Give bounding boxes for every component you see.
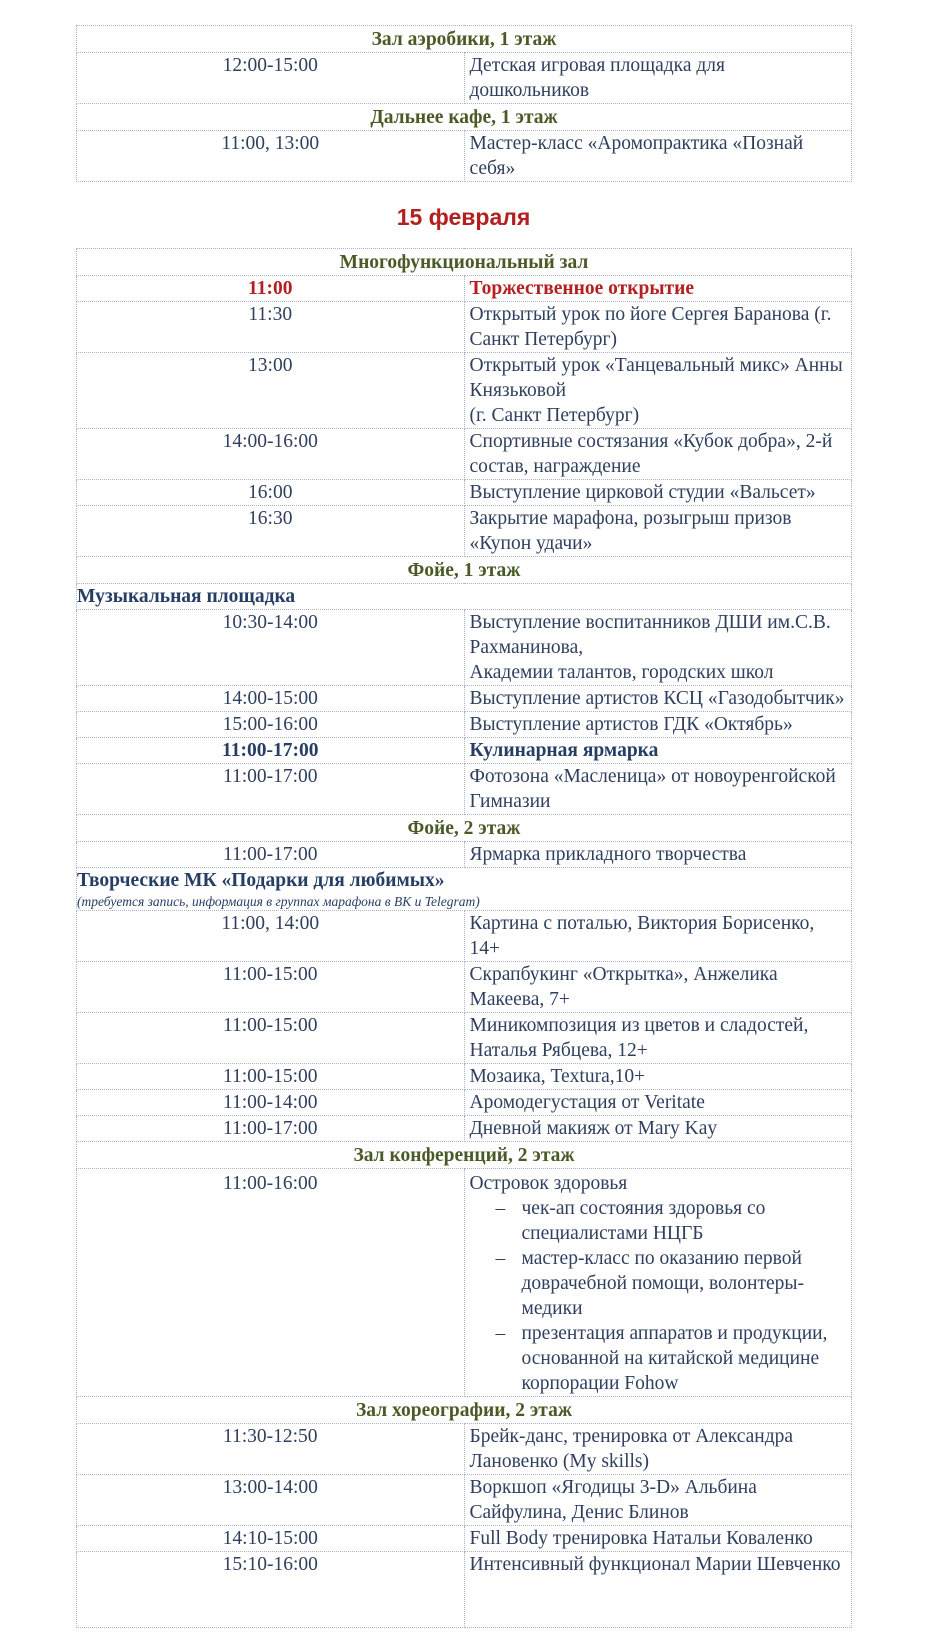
section-title: Зал конференций, 2 этаж <box>77 1142 852 1169</box>
table-row <box>77 1064 852 1090</box>
event-text: Ярмарка прикладного творчества <box>464 842 852 868</box>
subsection-row <box>77 868 852 911</box>
section-header-row <box>77 557 852 584</box>
event-text: Мозаика, Textura,10+ <box>464 1064 852 1090</box>
event-text-cell <box>464 1169 852 1397</box>
event-time: 13:00-14:00 <box>77 1475 465 1526</box>
section-title: Многофункциональный зал <box>77 249 852 276</box>
section-header-row <box>77 104 852 131</box>
event-text: Выступление артистов ГДК «Октябрь» <box>464 712 852 738</box>
table-row <box>77 686 852 712</box>
table-row <box>77 911 852 962</box>
event-text: Спортивные состязания «Кубок добра», 2-й состав, награждение <box>464 429 852 480</box>
table-row <box>77 712 852 738</box>
section-header-row <box>77 1397 852 1424</box>
event-time: 16:00 <box>77 480 465 506</box>
event-text: Торжественное открытие <box>464 276 852 302</box>
event-time: 15:00-16:00 <box>77 712 465 738</box>
event-text: Аромодегустация от Veritate <box>464 1090 852 1116</box>
event-time: 11:00-15:00 <box>77 1013 465 1064</box>
list-item: – презентация аппаратов и продукции, основанной на китайской медицине корпорации Fohow <box>496 1321 848 1396</box>
event-time: 11:00-16:00 <box>77 1169 465 1397</box>
table-row <box>77 302 852 353</box>
section-header-row <box>77 815 852 842</box>
event-time: 15:10-16:00 <box>77 1552 465 1628</box>
table-row <box>77 610 852 686</box>
event-text: Выступление цирковой студии «Вальсет» <box>464 480 852 506</box>
event-time: 16:30 <box>77 506 465 557</box>
table-row <box>77 1013 852 1064</box>
subsection-title: Музыкальная площадка <box>77 584 852 610</box>
event-text: Скрапбукинг «Открытка», Анжелика Макеева, 7+ <box>464 962 852 1013</box>
table-row <box>77 131 852 182</box>
list-item: – мастер-класс по оказанию первой доврачебной помощи, волонтеры-медики <box>496 1246 848 1321</box>
table-row <box>77 1526 852 1552</box>
event-text: Дневной макияж от Mary Kay <box>464 1116 852 1142</box>
event-text: Островок здоровья <box>469 1173 628 1194</box>
section-header-row <box>77 26 852 53</box>
section-title: Зал хореографии, 2 этаж <box>77 1397 852 1424</box>
table-row <box>77 276 852 302</box>
event-text: Интенсивный функционал Марии Шевченко <box>464 1552 852 1628</box>
event-text-cell <box>464 610 852 686</box>
event-time: 14:10-15:00 <box>77 1526 465 1552</box>
schedule-table-prev-day <box>76 25 852 182</box>
date-heading: 15 февраля <box>396 204 531 230</box>
event-time: 11:00-17:00 <box>77 764 465 815</box>
event-time: 11:00-14:00 <box>77 1090 465 1116</box>
event-time: 12:00-15:00 <box>77 53 465 104</box>
event-time: 11:00-17:00 <box>77 1116 465 1142</box>
event-text: Фотозона «Масленица» от новоуренгойской Гимназии <box>464 764 852 815</box>
list-item: – чек-ап состояния здоровья со специалистами НЦГБ <box>496 1196 848 1246</box>
section-header-row <box>77 249 852 276</box>
subsection-title: Творческие МК «Подарки для любимых» <box>77 870 445 891</box>
event-time: 13:00 <box>77 353 465 429</box>
section-title: Фойе, 2 этаж <box>77 815 852 842</box>
event-text: Выступление артистов КСЦ «Газодобытчик» <box>464 686 852 712</box>
event-text: Закрытие марафона, розыгрыш призов «Купон удачи» <box>464 506 852 557</box>
event-text: Открытый урок «Танцевальный микс» Анны Князьковой <box>469 355 843 401</box>
table-row <box>77 842 852 868</box>
subsection-cell <box>77 868 852 911</box>
event-text: Брейк-данс, тренировка от Александра Лановенко (My skills) <box>464 1424 852 1475</box>
event-text: Картина с поталью, Виктория Борисенко, 14+ <box>464 911 852 962</box>
event-time: 11:00-17:00 <box>77 842 465 868</box>
health-activities-list <box>470 1196 848 1396</box>
event-time: 11:30 <box>77 302 465 353</box>
section-title: Фойе, 1 этаж <box>77 557 852 584</box>
event-text: Мастер-класс «Аромопрактика «Познай себя» <box>464 131 852 182</box>
event-text-line2: (г. Санкт Петербург) <box>469 405 640 426</box>
event-time: 11:00, 14:00 <box>77 911 465 962</box>
event-text: Full Body тренировка Натальи Коваленко <box>464 1526 852 1552</box>
table-row <box>77 962 852 1013</box>
table-row <box>77 1090 852 1116</box>
table-row <box>77 1552 852 1628</box>
table-row <box>77 1169 852 1397</box>
table-row <box>77 1116 852 1142</box>
table-row <box>77 353 852 429</box>
table-row <box>77 1475 852 1526</box>
event-time: 11:00 <box>77 276 465 302</box>
table-row <box>77 480 852 506</box>
subsection-row <box>77 584 852 610</box>
event-text: Детская игровая площадка для дошкольников <box>464 53 852 104</box>
event-time: 11:00, 13:00 <box>77 131 465 182</box>
registration-note: (требуется запись, информация в группах марафона в ВК и Telegram) <box>77 894 480 909</box>
event-time: 14:00-16:00 <box>77 429 465 480</box>
event-text: Кулинарная ярмарка <box>464 738 852 764</box>
event-time: 11:30-12:50 <box>77 1424 465 1475</box>
event-time: 11:00-17:00 <box>77 738 465 764</box>
event-text: Миникомпозиция из цветов и сладостей, Наталья Рябцева, 12+ <box>464 1013 852 1064</box>
event-time: 11:00-15:00 <box>77 962 465 1013</box>
schedule-table-feb-15 <box>76 248 852 1628</box>
section-title: Дальнее кафе, 1 этаж <box>77 104 852 131</box>
table-row <box>77 506 852 557</box>
event-text-cell <box>464 353 852 429</box>
event-text: Выступление воспитанников ДШИ им.С.В. Рахманинова, <box>469 612 831 658</box>
section-title: Зал аэробики, 1 этаж <box>77 26 852 53</box>
table-row <box>77 738 852 764</box>
table-row <box>77 764 852 815</box>
event-text: Открытый урок по йоге Сергея Баранова (г. Санкт Петербург) <box>464 302 852 353</box>
section-header-row <box>77 1142 852 1169</box>
table-row <box>77 1424 852 1475</box>
event-time: 14:00-15:00 <box>77 686 465 712</box>
event-text: Воркшоп «Ягодицы 3-D» Альбина Сайфулина, Денис Блинов <box>464 1475 852 1526</box>
table-row <box>77 53 852 104</box>
event-text-line2: Академии талантов, городских школ <box>469 662 774 683</box>
event-time: 11:00-15:00 <box>77 1064 465 1090</box>
event-time: 10:30-14:00 <box>77 610 465 686</box>
table-row <box>77 429 852 480</box>
